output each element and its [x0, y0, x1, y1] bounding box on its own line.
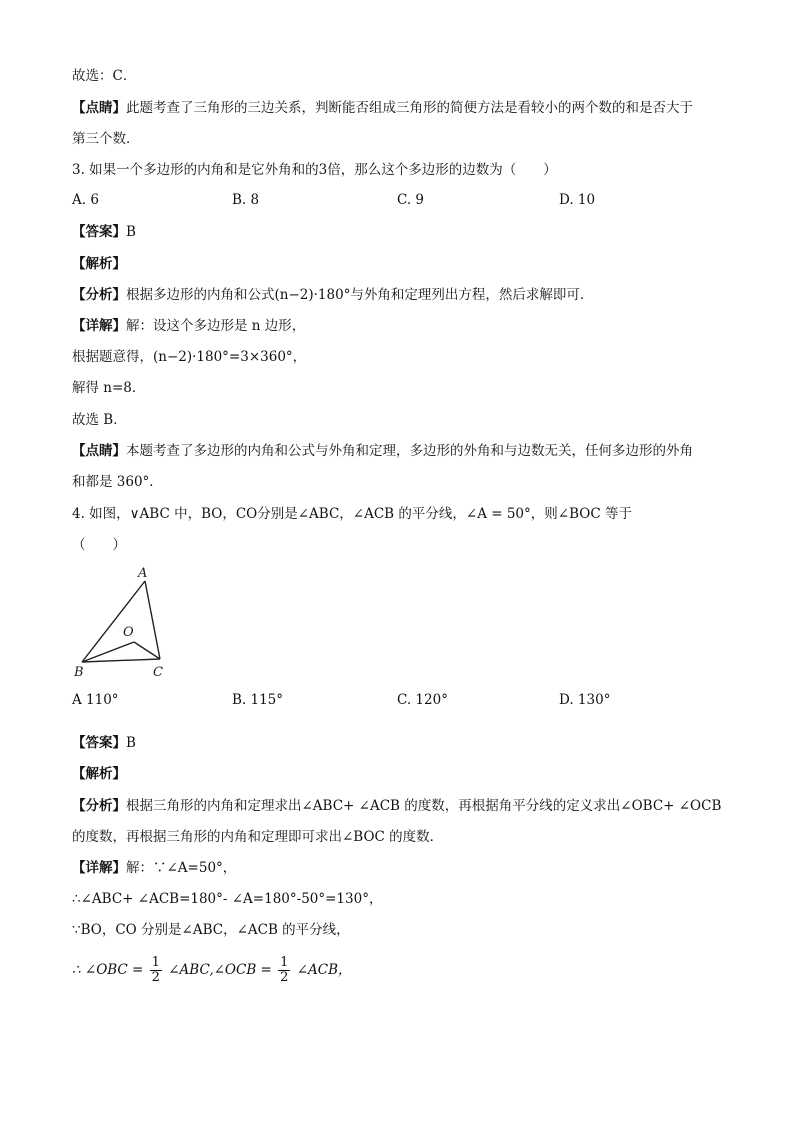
fenxi-4-cont: 的度数，再根据三角形的内角和定理即可求出∠BOC 的度数． — [72, 829, 444, 845]
answer-value: B — [126, 735, 136, 751]
question-4-options — [72, 692, 732, 712]
fenxi-tag: 【分析】 — [72, 798, 126, 814]
question-4-bracket: （ ） — [72, 537, 126, 553]
solution-line-3: 故选 B． — [72, 412, 127, 428]
dianjing-3 — [72, 441, 693, 461]
dianjing-text: 本题考查了多边形的内角和公式与外角和定理，多边形的外角和与边数无关，任何多边形的外角 — [126, 443, 693, 459]
solution-line-1: 根据题意得，(n−2)·180°=3×360°， — [72, 349, 307, 365]
option-c: C. 9 — [397, 192, 425, 208]
xiangjie-text: 解：设这个多边形是 n 边形， — [126, 318, 306, 334]
solution-4-line-2: ∵BO，CO 分别是∠ABC，∠ACB 的平分线， — [72, 922, 350, 938]
side-ac — [145, 581, 160, 659]
option-a: A 110° — [72, 692, 119, 708]
answer-value: B — [126, 224, 136, 240]
fraction-half-2 — [278, 956, 290, 985]
answer-3 — [72, 222, 136, 242]
fenxi-text: 根据多边形的内角和公式(n−2)·180°与外角和定理列出方程，然后求解即可． — [126, 287, 594, 303]
option-d: D. 130° — [559, 692, 611, 708]
question-4: 4. 如图，∨ABC 中，BO，CO分别是∠ABC，∠ACB 的平分线，∠A = 50°，则∠BOC 等于 — [72, 506, 632, 522]
side-bc — [82, 659, 160, 662]
label-o: O — [123, 625, 134, 640]
dianjing-3-cont: 和都是 360°． — [72, 474, 163, 490]
solution-4-line-3 — [72, 955, 352, 985]
fenxi-4 — [72, 796, 721, 816]
option-a: A. 6 — [72, 192, 99, 208]
fraction-denominator: 2 — [280, 970, 289, 985]
question-3: 3. 如果一个多边形的内角和是它外角和的3倍，那么这个多边形的边数为（ ） — [72, 162, 557, 178]
label-b: B — [74, 665, 84, 680]
xiangjie-text: 解：∵∠A=50°， — [126, 860, 237, 876]
solution-line-2: 解得 n=8． — [72, 380, 146, 396]
xiangjie-4 — [72, 858, 236, 878]
dianjing-2-line — [72, 98, 693, 118]
line-1: 故选：C． — [72, 68, 137, 84]
fraction-numerator: 1 — [151, 955, 160, 970]
solution-4-line-1: ∴∠ABC+ ∠ACB=180°- ∠A=180°-50°=130°， — [72, 891, 383, 907]
fraction-half — [150, 956, 162, 985]
dianjing-text: 此题考查了三角形的三边关系，判断能否组成三角形的简便方法是看较小的两个数的和是否大于 — [126, 100, 693, 116]
formula-middle: ∠ABC,∠OCB = — [168, 962, 272, 978]
formula-right: ∠ACB， — [296, 962, 352, 978]
dianjing-tag: 【点睛】 — [72, 100, 126, 116]
label-c: C — [153, 665, 163, 680]
option-b: B. 115° — [232, 692, 284, 708]
jiexi-4: 【解析】 — [72, 766, 126, 782]
fenxi-tag: 【分析】 — [72, 287, 126, 303]
fenxi-text: 根据三角形的内角和定理求出∠ABC+ ∠ACB 的度数，再根据角平分线的定义求出∠OBC+ ∠OCB — [126, 798, 722, 814]
xiangjie-3 — [72, 316, 305, 336]
answer-tag: 【答案】 — [72, 224, 126, 240]
xiangjie-tag: 【详解】 — [72, 318, 126, 334]
segment-co — [134, 642, 160, 659]
option-c: C. 120° — [397, 692, 448, 708]
answer-4 — [72, 733, 136, 753]
dianjing-tag: 【点睛】 — [72, 443, 126, 459]
triangle-figure — [72, 564, 182, 682]
xiangjie-tag: 【详解】 — [72, 860, 126, 876]
line-3: 第三个数． — [72, 131, 140, 147]
jiexi-3: 【解析】 — [72, 256, 126, 272]
fraction-denominator: 2 — [151, 970, 160, 985]
option-d: D. 10 — [559, 192, 596, 208]
answer-tag: 【答案】 — [72, 735, 126, 751]
option-b: B. 8 — [232, 192, 260, 208]
fenxi-3 — [72, 285, 593, 305]
label-a: A — [138, 566, 148, 581]
question-3-options — [72, 192, 732, 212]
formula-left: ∴ ∠OBC = — [72, 962, 144, 978]
fraction-numerator: 1 — [280, 955, 289, 970]
